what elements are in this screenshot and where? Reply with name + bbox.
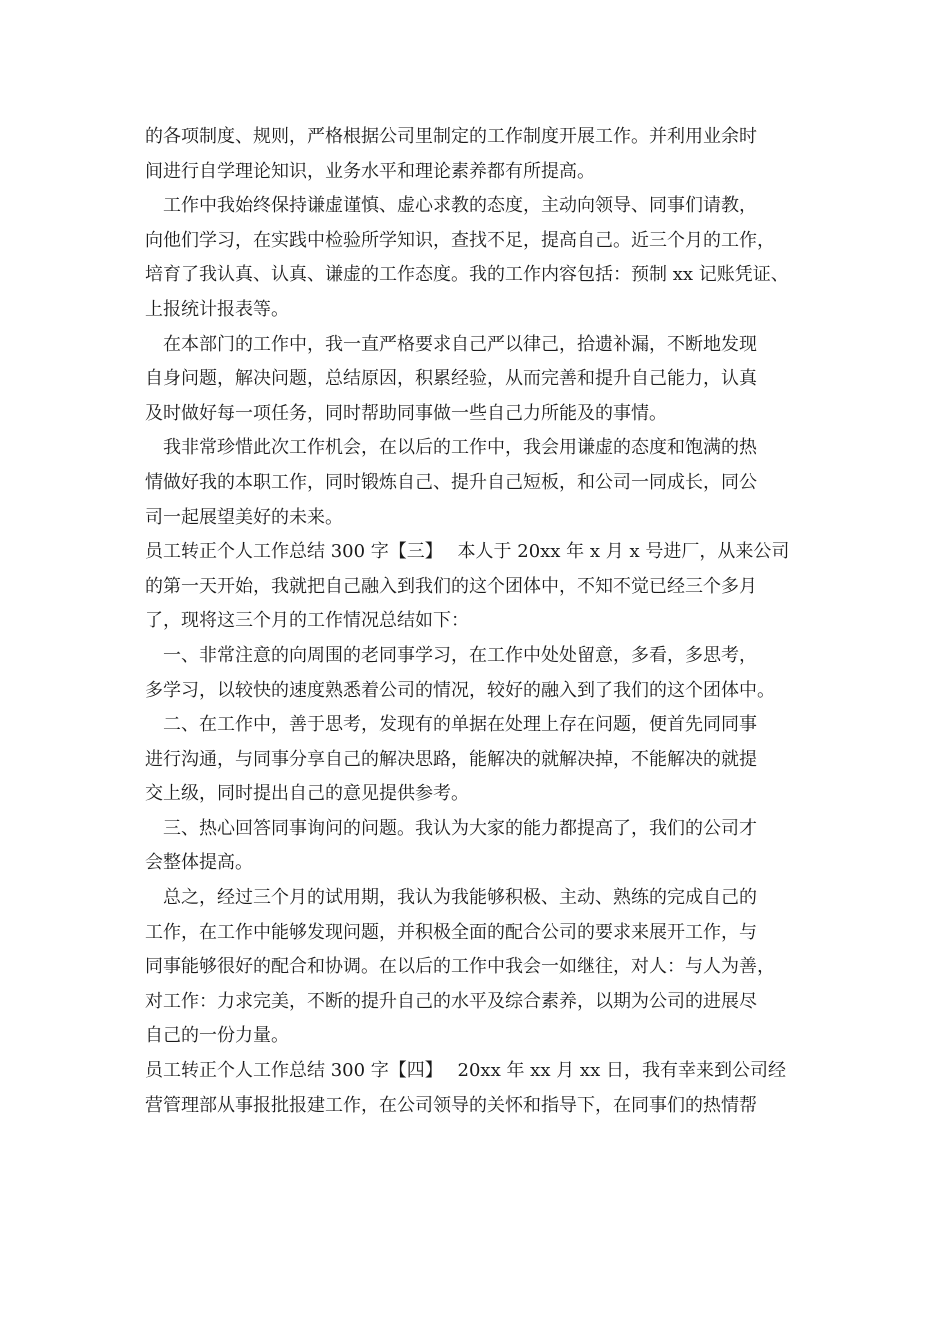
text-line: 多学习，以较快的速度熟悉着公司的情况，较好的融入到了我们的这个团体中。	[145, 679, 775, 701]
text-line: 同事能够很好的配合和协调。在以后的工作中我会一如继往，对人：与人为善，	[145, 956, 775, 978]
text-line: 自己的一份力量。	[145, 1025, 289, 1047]
text-line: 向他们学习，在实践中检验所学知识，查找不足，提高自己。近三个月的工作，	[145, 229, 775, 251]
text-line: 进行沟通，与同事分享自己的解决思路，能解决的就解决掉，不能解决的就提	[145, 748, 757, 770]
text-line: 会整体提高。	[145, 852, 253, 874]
text-line: 上报统计报表等。	[145, 298, 289, 320]
text-line: 员工转正个人工作总结 300 字【四】 20xx 年 xx 月 xx 日，我有幸来到公司经	[145, 1060, 786, 1082]
text-line: 二、在工作中，善于思考，发现有的单据在处理上存在问题，便首先同同事	[163, 714, 757, 736]
text-line: 员工转正个人工作总结 300 字【三】 本人于 20xx 年 x 月 x 号进厂，从来公司	[145, 541, 790, 563]
text-line: 我非常珍惜此次工作机会，在以后的工作中，我会用谦虚的态度和饱满的热	[163, 437, 757, 459]
text-line: 间进行自学理论知识，业务水平和理论素养都有所提高。	[145, 160, 595, 182]
text-line: 总之，经过三个月的试用期，我认为我能够积极、主动、熟练的完成自己的	[163, 887, 757, 909]
text-line: 司一起展望美好的未来。	[145, 506, 343, 528]
text-line: 工作，在工作中能够发现问题，并积极全面的配合公司的要求来展开工作，与	[145, 921, 757, 943]
text-line: 培育了我认真、认真、谦虚的工作态度。我的工作内容包括：预制 xx 记账凭证、	[145, 264, 789, 286]
text-line: 的各项制度、规则，严格根据公司里制定的工作制度开展工作。并利用业余时	[145, 126, 757, 147]
text-line: 三、热心回答同事询问的问题。我认为大家的能力都提高了，我们的公司才	[163, 817, 757, 839]
text-line: 的第一天开始，我就把自己融入到我们的这个团体中，不知不觉已经三个多月	[145, 575, 757, 597]
text-line: 对工作：力求完美，不断的提升自己的水平及综合素养，以期为公司的进展尽	[145, 990, 757, 1012]
text-line: 了，现将这三个月的工作情况总结如下：	[145, 610, 469, 632]
text-line: 自身问题，解决问题，总结原因，积累经验，从而完善和提升自己能力，认真	[145, 368, 757, 390]
text-line: 交上级，同时提出自己的意见提供参考。	[145, 783, 469, 805]
document-body	[145, 120, 825, 1123]
text-line: 一、非常注意的向周围的老同事学习，在工作中处处留意，多看，多思考，	[163, 644, 757, 666]
text-line: 在本部门的工作中，我一直严格要求自己严以律己，拾遗补漏，不断地发现	[163, 333, 757, 355]
text-line: 工作中我始终保持谦虚谨慎、虚心求教的态度，主动向领导、同事们请教，	[163, 195, 757, 217]
text-line: 及时做好每一项任务，同时帮助同事做一些自己力所能及的事情。	[145, 402, 667, 424]
text-line: 情做好我的本职工作，同时锻炼自己、提升自己短板，和公司一同成长，同公	[145, 471, 757, 493]
text-line: 营管理部从事报批报建工作，在公司领导的关怀和指导下，在同事们的热情帮	[145, 1094, 757, 1116]
